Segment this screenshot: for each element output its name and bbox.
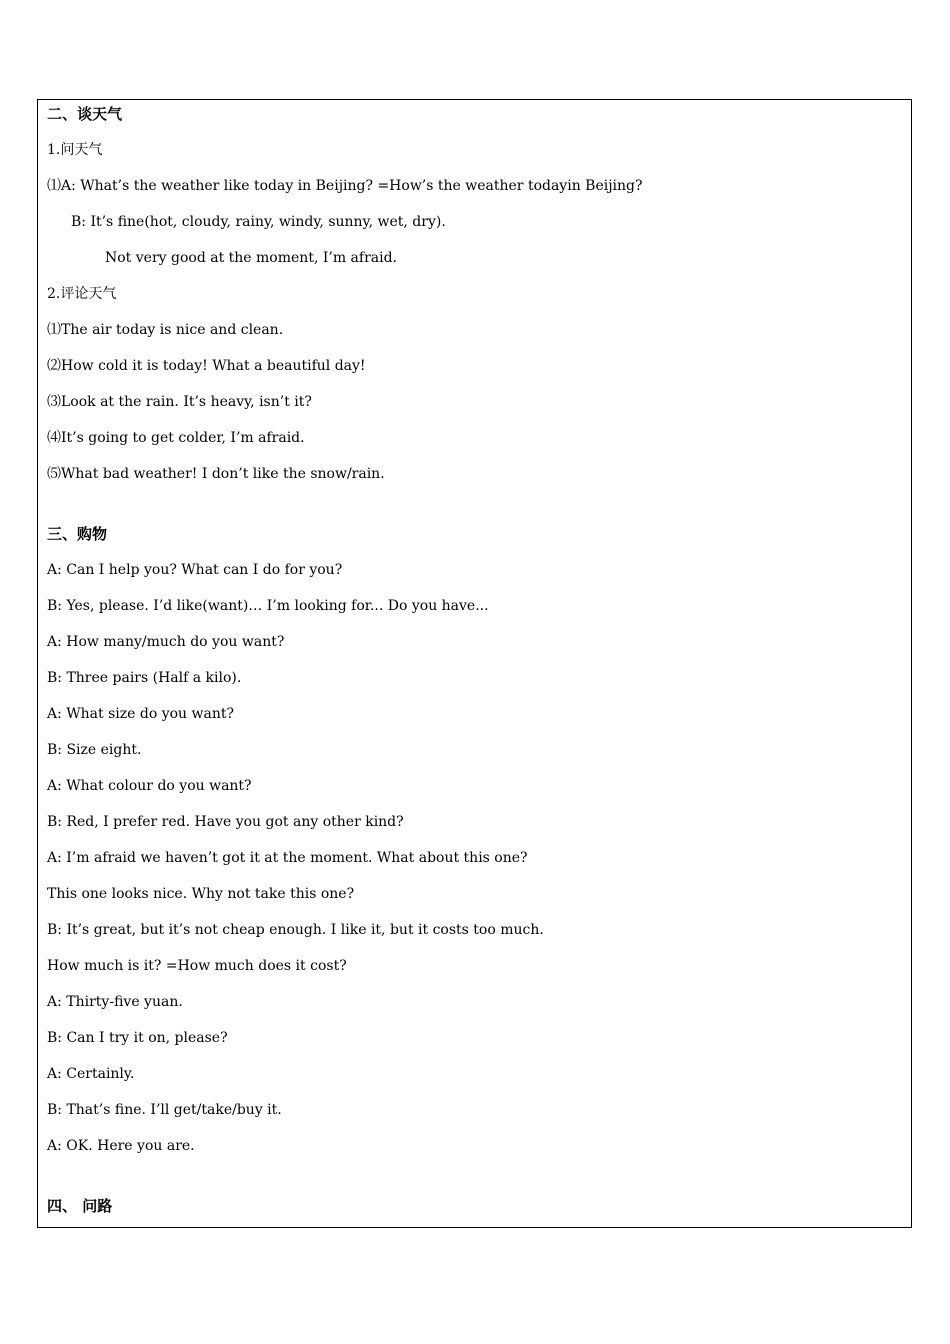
comment-line: ⑷It’s going to get colder, I’m afraid.	[47, 430, 305, 446]
comment-line: ⑵How cold it is today! What a beautiful day!	[47, 358, 366, 374]
dialog-line: A: What colour do you want?	[47, 778, 252, 794]
dialog-line: B: Three pairs (Half a kilo).	[47, 670, 242, 686]
dialog-line: A: What size do you want?	[47, 706, 235, 722]
dialog-line: A: How many/much do you want?	[47, 634, 285, 650]
dialog-line: B: It’s great, but it’s not cheap enough. I like it, but it costs too much.	[47, 922, 544, 938]
subheading-ask-weather: 1.问天气	[47, 142, 103, 158]
dialog-line: B: Can I try it on, please?	[47, 1030, 228, 1046]
dialog-line: This one looks nice. Why not take this one?	[47, 886, 355, 902]
comment-line: ⑸What bad weather! I don’t like the snow/rain.	[47, 466, 385, 482]
section-heading-weather: 二、谈天气	[47, 105, 123, 123]
content-box	[37, 99, 912, 1228]
dialog-line: B: Red, I prefer red. Have you got any other kind?	[47, 814, 404, 830]
weather-answer: B: It’s fine(hot, cloudy, rainy, windy, sunny, wet, dry).	[71, 214, 446, 230]
dialog-line: A: Can I help you? What can I do for you?	[47, 562, 343, 578]
section-heading-shopping: 三、购物	[47, 525, 108, 543]
dialog-line: A: I’m afraid we haven’t got it at the moment. What about this one?	[47, 850, 528, 866]
section-heading-directions: 四、 问路	[47, 1197, 113, 1215]
dialog-line: How much is it? =How much does it cost?	[47, 958, 347, 974]
subheading-comment-weather: 2.评论天气	[47, 286, 117, 302]
dialog-line: A: Thirty-five yuan.	[47, 994, 183, 1010]
weather-answer-alt: Not very good at the moment, I’m afraid.	[105, 250, 398, 266]
weather-question: ⑴A: What’s the weather like today in Beijing? =How’s the weather todayin Beijing?	[47, 178, 643, 194]
comment-line: ⑶Look at the rain. It’s heavy, isn’t it?	[47, 394, 312, 410]
dialog-line: B: That’s fine. I’ll get/take/buy it.	[47, 1102, 282, 1118]
dialog-line: B: Yes, please. I’d like(want)… I’m looking for... Do you have...	[47, 598, 489, 614]
dialog-line: A: OK. Here you are.	[47, 1138, 195, 1154]
dialog-line: B: Size eight.	[47, 742, 142, 758]
dialog-line: A: Certainly.	[47, 1066, 135, 1082]
comment-line: ⑴The air today is nice and clean.	[47, 322, 284, 338]
